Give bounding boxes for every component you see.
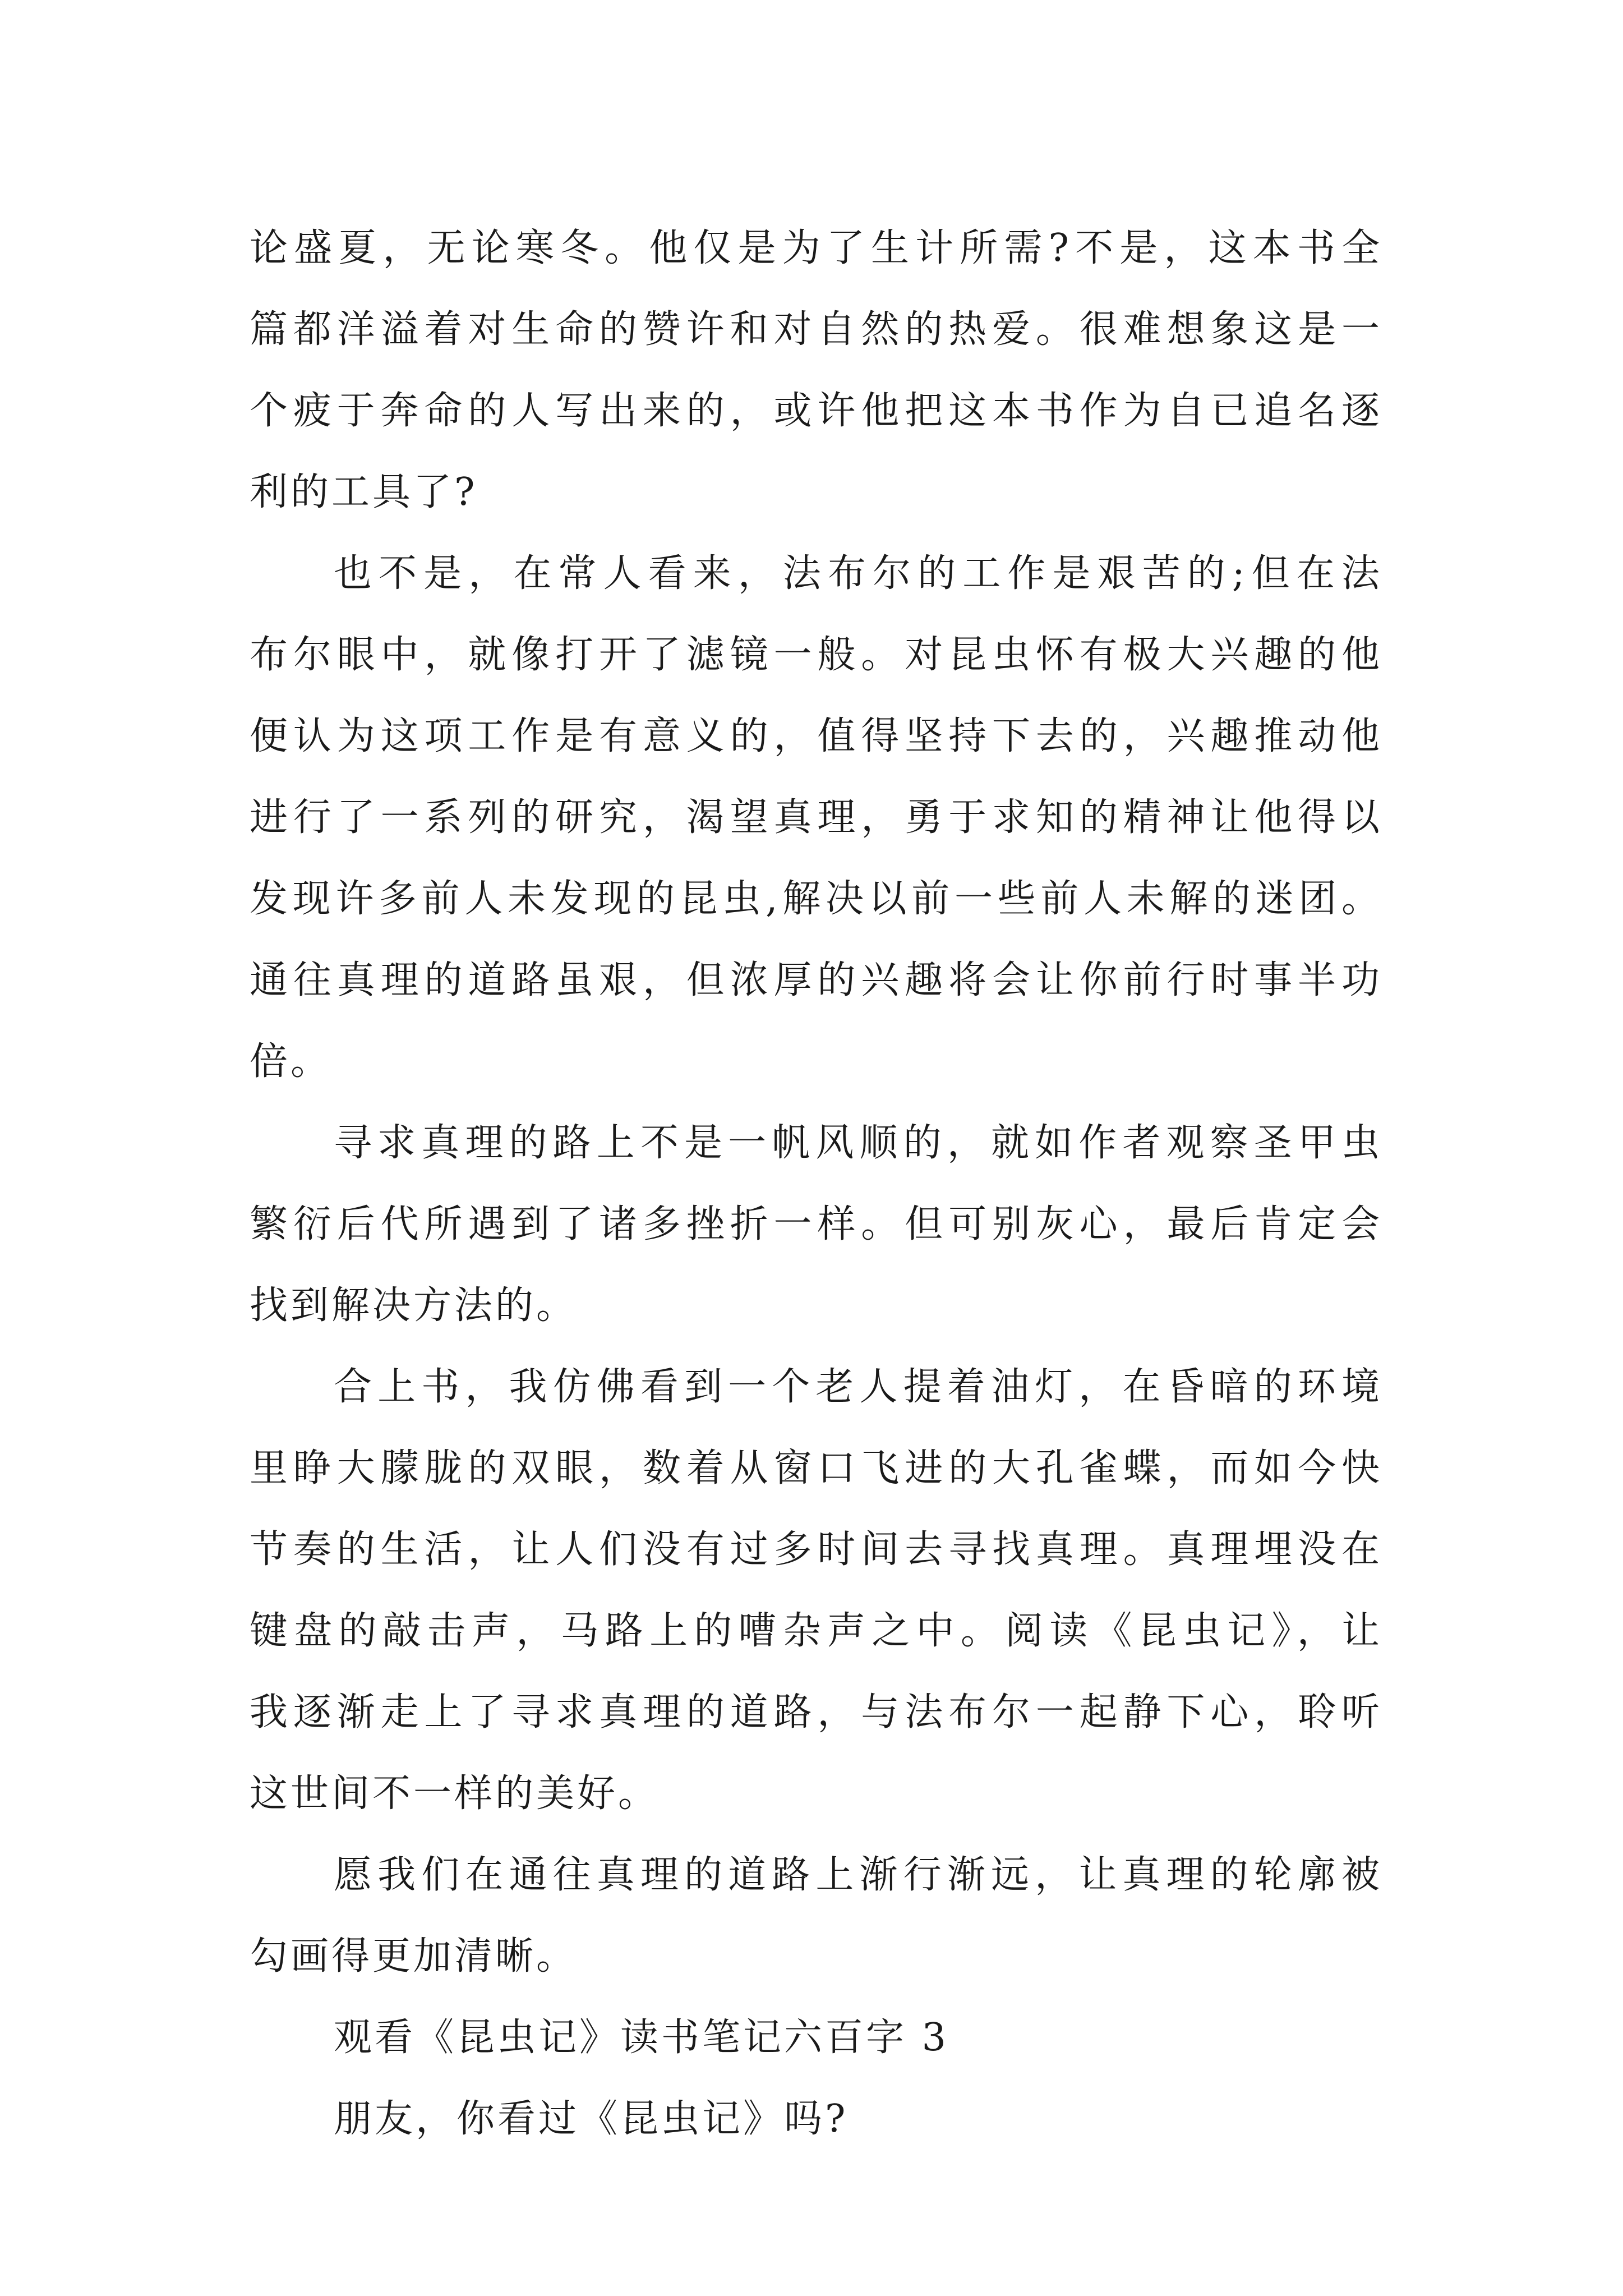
text-line: 里睁大朦胧的双眼，数着从窗口飞进的大孔雀蝶，而如今快 [250, 1446, 1382, 1490]
text-line: 这世间不一样的美好。 [250, 1772, 660, 1816]
text-line: 观看《昆虫记》读书笔记六百字 3 [334, 2016, 949, 2060]
text-line: 键盘的敲击声，马路上的嘈杂声之中。阅读《昆虫记》，让 [250, 1609, 1382, 1653]
text-line: 便认为这项工作是有意义的，值得坚持下去的，兴趣推动他 [250, 714, 1382, 758]
text-line: 合上书，我仿佛看到一个老人提着油灯，在昏暗的环境 [334, 1365, 1382, 1409]
text-line: 勾画得更加清晰。 [250, 1934, 578, 1978]
text-line: 发现许多前人未发现的昆虫,解决以前一些前人未解的迷团。 [250, 877, 1382, 921]
body-text [250, 208, 1382, 2160]
text-line: 篇都洋溢着对生命的赞许和对自然的热爱。很难想象这是一 [250, 307, 1382, 352]
text-line: 朋友，你看过《昆虫记》吗? [334, 2097, 849, 2141]
text-line: 倍。 [250, 1039, 332, 1084]
text-line: 利的工具了? [250, 470, 478, 514]
text-line: 我逐渐走上了寻求真理的道路，与法布尔一起静下心，聆听 [250, 1690, 1382, 1734]
text-line: 进行了一系列的研究，渴望真理，勇于求知的精神让他得以 [250, 795, 1382, 840]
text-line: 通往真理的道路虽艰，但浓厚的兴趣将会让你前行时事半功 [250, 958, 1382, 1002]
text-line: 找到解决方法的。 [250, 1283, 578, 1328]
text-line: 节奏的生活，让人们没有过多时间去寻找真理。真理埋没在 [250, 1527, 1382, 1572]
text-line: 论盛夏，无论寒冬。他仅是为了生计所需?不是，这本书全 [250, 226, 1382, 270]
text-line: 个疲于奔命的人写出来的，或许他把这本书作为自已追名逐 [250, 389, 1382, 433]
text-line: 繁衍后代所遇到了诸多挫折一样。但可别灰心，最后肯定会 [250, 1202, 1382, 1246]
text-line: 布尔眼中，就像打开了滤镜一般。对昆虫怀有极大兴趣的他 [250, 633, 1382, 677]
text-line: 愿我们在通往真理的道路上渐行渐远，让真理的轮廓被 [334, 1853, 1382, 1897]
text-line: 寻求真理的路上不是一帆风顺的，就如作者观察圣甲虫 [334, 1121, 1382, 1165]
text-line: 也不是，在常人看来，法布尔的工作是艰苦的;但在法 [334, 551, 1382, 596]
